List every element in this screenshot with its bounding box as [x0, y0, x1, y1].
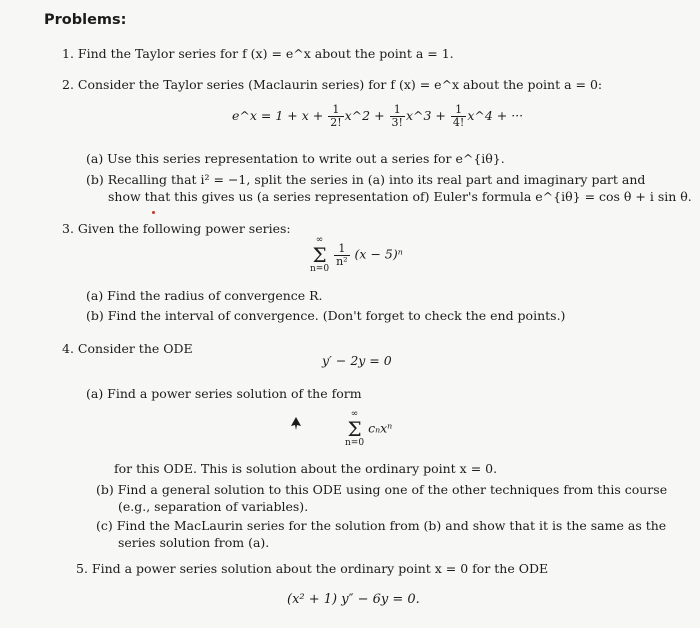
problem-4c-line2: series solution from (a).	[118, 535, 270, 550]
eq-lhs: e^x = 1 + x +	[232, 108, 324, 123]
stray-mark	[152, 211, 155, 214]
ode-equation-4: y′ − 2y = 0	[322, 353, 392, 368]
problem-3: 3. Given the following power series:	[62, 221, 291, 236]
problem-3a: (a) Find the radius of convergence R.	[86, 288, 323, 303]
ode-equation-5: (x² + 1) y″ − 6y = 0.	[287, 592, 420, 607]
mouse-cursor-icon	[290, 417, 302, 431]
problem-4a-line2: for this ODE. This is solution about the ordinary point x = 0.	[114, 461, 498, 476]
power-series-form	[345, 410, 392, 448]
problem-2b-line2: show that this gives us (a series representation of) Euler's formula e^{iθ} = cos θ + i sin θ.	[108, 189, 692, 204]
series-term-c: cₙxⁿ	[368, 420, 393, 436]
problem-2a: (a) Use this series representation to write out a series for e^{iθ}.	[86, 151, 505, 166]
problem-2b-line1: (b) Recalling that i² = −1, split the series in (a) into its real part and imaginary part and	[86, 172, 646, 187]
problem-4b-line1: (b) Find a general solution to this ODE using one of the other techniques from this course	[96, 482, 668, 497]
problem-3b: (b) Find the interval of convergence. (Don't forget to check the end points.)	[86, 308, 566, 323]
eq-term-4: x^4 + ···	[467, 108, 524, 123]
frac-1-over-4fact: $\frac{1}{4!}$	[452, 103, 465, 129]
problem-4b-line2: (e.g., separation of variables).	[118, 499, 309, 514]
problem-2: 2. Consider the Taylor series (Maclaurin series) for f (x) = e^x about the point a = 0:	[62, 77, 603, 92]
frac-1-over-n2: $\frac{1}{\text{n²}}$	[336, 241, 348, 268]
problem-1: 1. Find the Taylor series for f (x) = e^x about the point a = 1.	[62, 46, 454, 61]
frac-1-over-2fact: $\frac{1}{2!}$	[330, 103, 342, 129]
frac-1-over-3fact: $\frac{1}{3!}$	[391, 103, 403, 129]
maclaurin-series-equation	[232, 104, 523, 129]
problem-4c-line1: (c) Find the MacLaurin series for the solution from (b) and show that it is the same as the	[96, 518, 667, 533]
page-title: Problems:	[44, 12, 127, 28]
eq-term-2: x^2 +	[344, 108, 385, 123]
problem-4: 4. Consider the ODE	[62, 341, 193, 356]
eq-term-3: x^3 +	[405, 108, 446, 123]
problem-5: 5. Find a power series solution about the ordinary point x = 0 for the ODE	[76, 561, 549, 576]
series-term: (x − 5)ⁿ	[354, 246, 403, 262]
sigma-symbol: ∞ Σ n=0	[310, 235, 330, 274]
power-series-equation	[310, 236, 403, 274]
sigma-symbol-2: ∞ Σ n=0	[345, 409, 365, 448]
problem-4a: (a) Find a power series solution of the form	[86, 386, 362, 401]
